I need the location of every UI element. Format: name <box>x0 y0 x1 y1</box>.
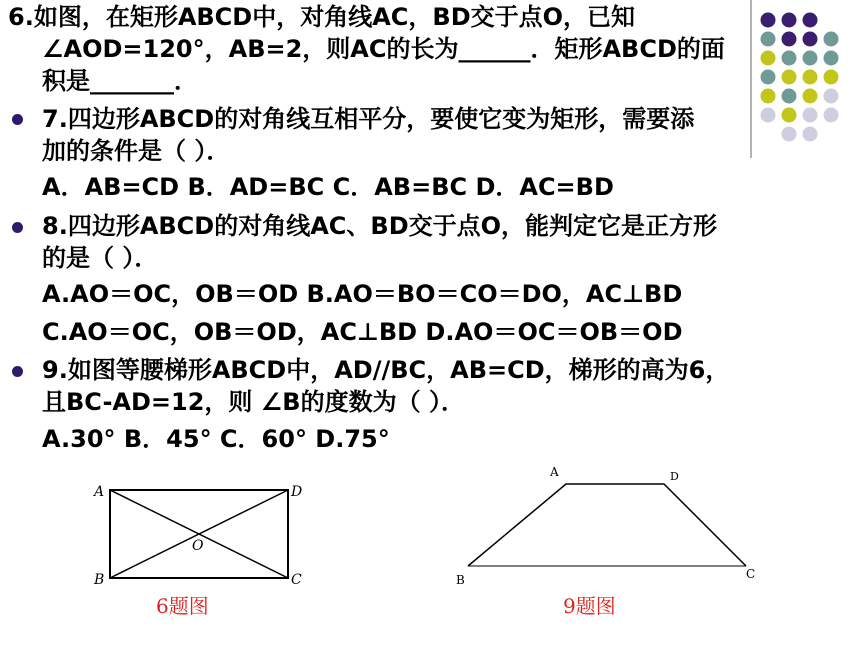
q8-line2: 的是（ ）． <box>42 244 159 272</box>
trapezoid-legs-and-top <box>468 484 746 566</box>
q7-line2: 加的条件是（ ）． <box>42 137 231 165</box>
label-o: O <box>192 538 204 554</box>
decorative-dot <box>782 70 797 85</box>
bullet-icon <box>12 114 23 125</box>
q6-line1: 6.如图，在矩形ABCD中，对角线AC，BD交于点O，已知 <box>8 3 636 31</box>
label-c: C <box>291 572 302 588</box>
decorative-dot <box>761 13 776 28</box>
decorative-dot <box>761 70 776 85</box>
decorative-dot <box>761 32 776 47</box>
label-a: A <box>550 465 559 479</box>
trapezoid-figure <box>450 460 770 590</box>
figure-6-caption: 6题图 <box>156 594 209 618</box>
q9-line2: 且BC-AD=12，则 ∠B的度数为（ ）． <box>42 388 465 416</box>
decorative-dot <box>803 108 818 123</box>
q9-options: A.30° B．45° C．60° D.75° <box>42 425 390 453</box>
bullet-icon <box>12 222 23 233</box>
decorative-dot <box>824 32 839 47</box>
decorative-dot <box>803 32 818 47</box>
label-a: A <box>94 484 105 500</box>
decorative-dot <box>824 108 839 123</box>
decorative-dot <box>824 70 839 85</box>
decorative-dot <box>782 51 797 66</box>
decorative-dot <box>803 89 818 104</box>
decorative-dot <box>824 89 839 104</box>
decorative-dot <box>782 89 797 104</box>
q9-line1: 9.如图等腰梯形ABCD中，AD//BC，AB=CD，梯形的高为6， <box>42 356 730 384</box>
rectangle-figure <box>88 476 308 592</box>
q8-line1: 8.四边形ABCD的对角线AC、BD交于点O，能判定它是正方形 <box>42 212 718 240</box>
decorative-dot <box>803 51 818 66</box>
label-b: B <box>456 573 465 587</box>
q8-options-cd: C.AO＝OC，OB＝OD，AC⊥BD D.AO＝OC＝OB＝OD <box>42 318 683 346</box>
decorative-dot <box>803 13 818 28</box>
decorative-dot <box>761 108 776 123</box>
q6-line2: ∠AOD=120°，AB=2，则AC的长为______．矩形ABCD的面 <box>42 35 725 63</box>
q6-line3: 积是_______． <box>42 67 198 95</box>
label-b: B <box>94 572 105 588</box>
label-d: D <box>670 470 679 483</box>
bullet-icon <box>12 366 23 377</box>
decorative-dot <box>803 127 818 142</box>
q7-options: A．AB=CD B．AD=BC C．AB=BC D．AC=BD <box>42 173 614 201</box>
decorative-dot <box>782 127 797 142</box>
figure-9-caption: 9题图 <box>563 594 616 618</box>
decorative-dot-pattern <box>750 0 860 160</box>
label-d: D <box>291 484 303 500</box>
q7-line1: 7.四边形ABCD的对角线互相平分，要使它变为矩形，需要添 <box>42 105 695 133</box>
decorative-dot <box>824 51 839 66</box>
decorative-dot <box>761 89 776 104</box>
decorative-dot <box>782 32 797 47</box>
decorative-dot <box>782 108 797 123</box>
q8-options-ab: A.AO＝OC，OB＝OD B.AO＝BO＝CO＝DO，AC⊥BD <box>42 280 683 308</box>
decorative-dot <box>761 51 776 66</box>
label-c: C <box>746 567 756 581</box>
decorative-dot <box>782 13 797 28</box>
decorative-dot <box>803 70 818 85</box>
